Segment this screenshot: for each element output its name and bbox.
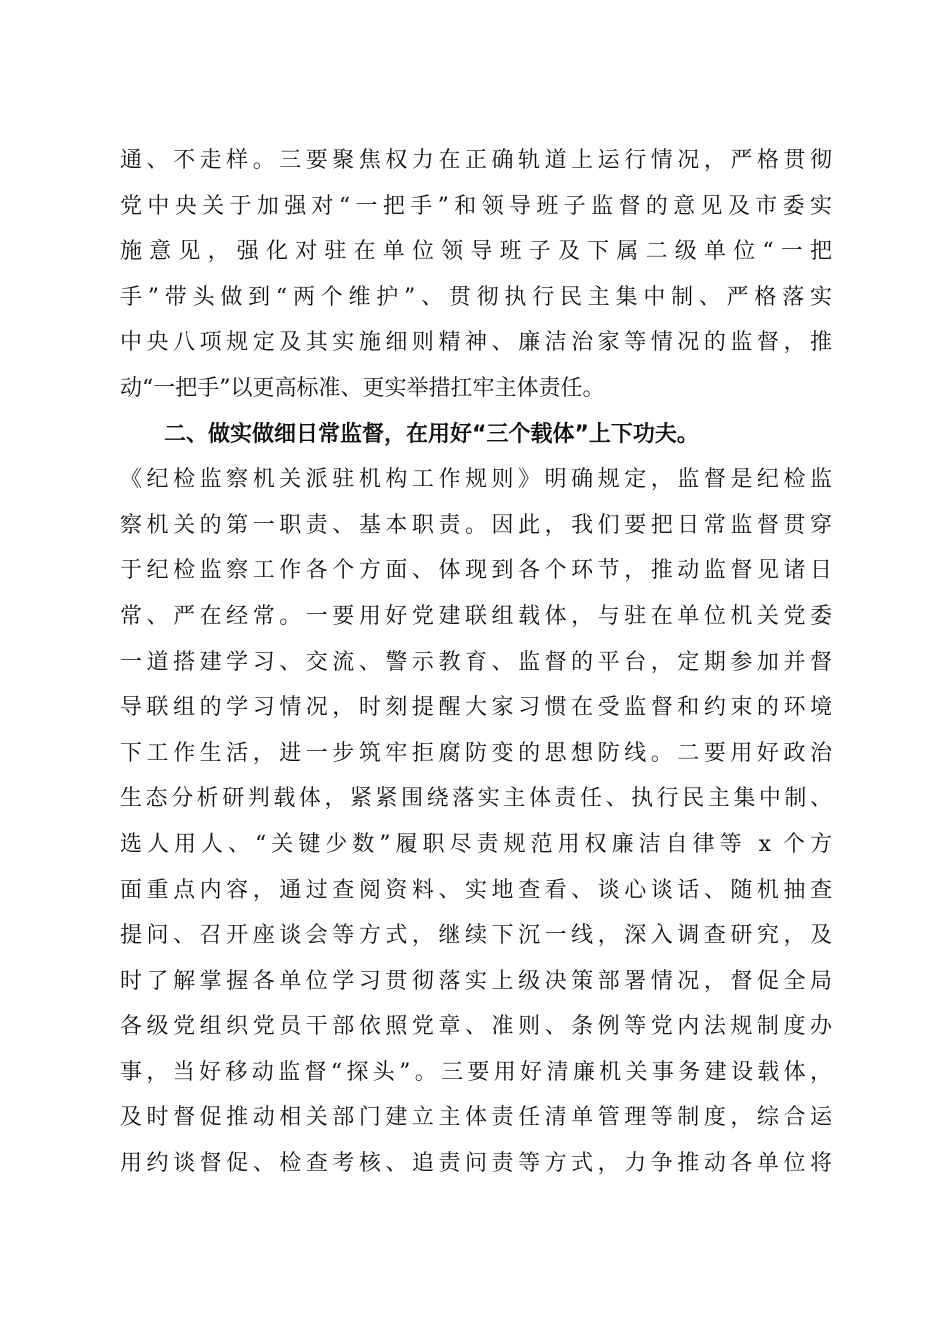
- paragraph-line: 通、不走样。三要聚焦权力在正确轨道上运行情况，严格贯彻: [120, 148, 832, 173]
- paragraph-line: 一道搭建学习、交流、警示教育、监督的平台，定期参加并督: [120, 649, 832, 675]
- paragraph-line: 于纪检监察工作各个方面、体现到各个环节，推动监督见诸日: [120, 558, 832, 584]
- paragraph-line: 各级党组织党员干部依照党章、准则、条例等党内法规制度办: [120, 1014, 832, 1040]
- paragraph-line: 事，当好移动监督“探头”。三要用好清廉机关事务建设载体，: [120, 1059, 832, 1085]
- paragraph-line: 选人用人、“关键少数”履职尽责规范用权廉洁自律等 x 个方: [120, 831, 832, 857]
- paragraph-line: 用约谈督促、检查考核、追责问责等方式，力争推动各单位将: [120, 1151, 832, 1177]
- paragraph-line: 下工作生活，进一步筑牢拒腐防变的思想防线。二要用好政治: [120, 740, 832, 766]
- paragraph-line: 《纪检监察机关派驻机构工作规则》明确规定，监督是纪检监: [120, 467, 832, 493]
- paragraph-line: 生态分析研判载体，紧紧围绕落实主体责任、执行民主集中制、: [120, 786, 832, 812]
- paragraph-line: 党中央关于加强对“一把手”和领导班子监督的意见及市委实: [120, 193, 832, 219]
- paragraph-line: 时了解掌握各单位学习贯彻落实上级决策部署情况，督促全局: [120, 968, 832, 994]
- paragraph-line: 察机关的第一职责、基本职责。因此，我们要把日常监督贯穿: [120, 512, 832, 538]
- document-body: [120, 138, 832, 1187]
- paragraph-line: 手”带头做到“两个维护”、贯彻执行民主集中制、严格落实: [120, 284, 832, 310]
- section-heading: 二、做实做细日常监督，在用好“三个载体”上下功夫。: [164, 421, 699, 447]
- paragraph-line: 动“一把手”以更高标准、更实举措扛牢主体责任。: [120, 375, 605, 401]
- paragraph-line: 提问、召开座谈会等方式，继续下沉一线，深入调查研究，及: [120, 923, 832, 949]
- paragraph-line: 施意见，强化对驻在单位领导班子及下属二级单位“一把: [120, 239, 832, 265]
- paragraph-line: 及时督促推动相关部门建立主体责任清单管理等制度，综合运: [120, 1105, 832, 1131]
- paragraph-line: 中央八项规定及其实施细则精神、廉洁治家等情况的监督，推: [120, 330, 832, 356]
- paragraph-line: 常、严在经常。一要用好党建联组载体，与驻在单位机关党委: [120, 603, 832, 629]
- paragraph-line: 导联组的学习情况，时刻提醒大家习惯在受监督和约束的环境: [120, 695, 832, 721]
- paragraph-line: 面重点内容，通过查阅资料、实地查看、谈心谈话、随机抽查: [120, 877, 832, 903]
